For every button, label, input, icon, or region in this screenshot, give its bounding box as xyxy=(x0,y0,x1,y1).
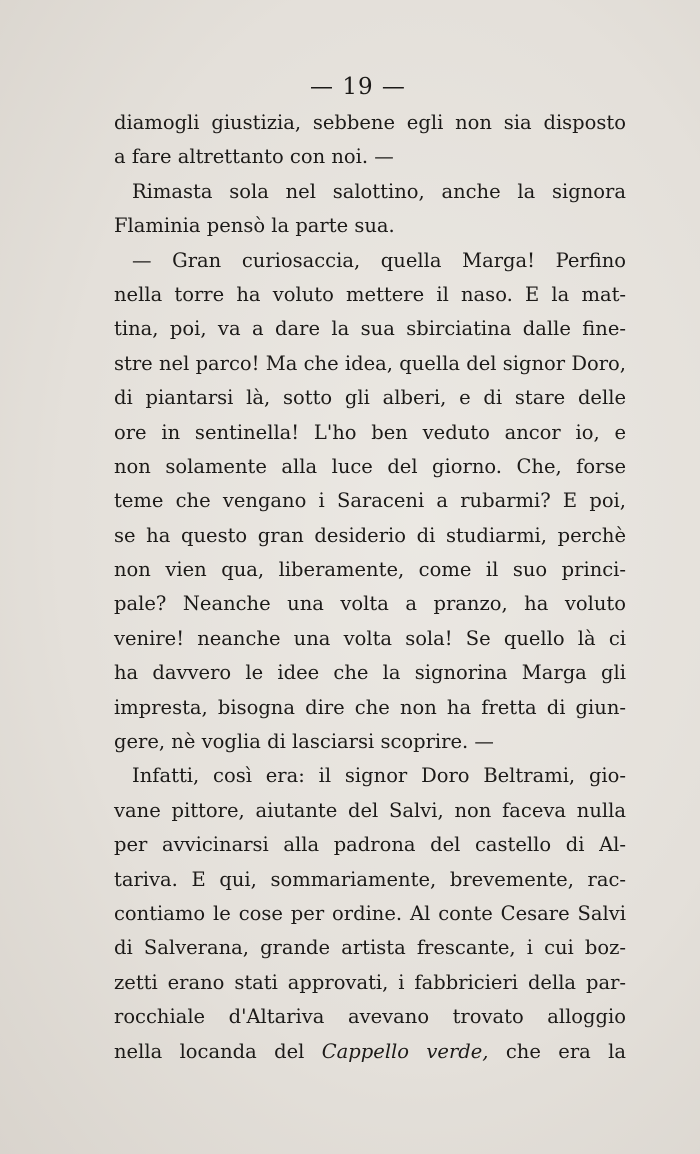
text-line: ore in sentinella! L'ho ben veduto ancor io, e xyxy=(114,420,626,444)
page-number: — 19 — xyxy=(310,74,406,100)
text-line: zetti erano stati approvati, i fabbricieri della par- xyxy=(114,970,626,994)
text-line: Rimasta sola nel salottino, anche la signora xyxy=(132,179,626,203)
text-line: venire! neanche una volta sola! Se quello là ci xyxy=(114,626,626,650)
text-line: ha davvero le idee che la signorina Marga gli xyxy=(114,661,626,685)
text-line: nella torre ha voluto mettere il naso. E la mat- xyxy=(114,282,626,306)
text-line: tina, poi, va a dare la sua sbirciatina dalle fine- xyxy=(114,317,626,341)
text-segment: nella locanda del xyxy=(114,1039,322,1063)
text-line: rocchiale d'Altariva avevano trovato alloggio xyxy=(114,1005,626,1029)
text-segment: che era la xyxy=(488,1039,627,1063)
text-line: di Salverana, grande artista frescante, i cui boz- xyxy=(114,936,626,960)
text-line: di piantarsi là, sotto gli alberi, e di stare delle xyxy=(114,386,626,410)
text-line: a fare altrettanto con noi. — xyxy=(114,145,394,169)
text-line: tariva. E qui, sommariamente, brevemente, rac- xyxy=(114,867,626,891)
text-line: vane pittore, aiutante del Salvi, non faceva nulla xyxy=(114,798,626,822)
text-line: non vien qua, liberamente, come il suo princi- xyxy=(114,558,626,582)
text-line: non solamente alla luce del giorno. Che, forse xyxy=(114,454,626,478)
italic-title: Cappello verde, xyxy=(321,1039,489,1063)
text-line: stre nel parco! Ma che idea, quella del signor Doro, xyxy=(114,351,626,375)
text-line-last xyxy=(114,1035,626,1069)
text-line: — Gran curiosaccia, quella Marga! Perfino xyxy=(132,248,626,272)
text-line: se ha questo gran desiderio di studiarmi, perchè xyxy=(114,523,626,547)
text-line: pale? Neanche una volta a pranzo, ha voluto xyxy=(114,592,626,616)
text-line: Flaminia pensò la parte sua. xyxy=(114,214,395,238)
text-line: per avvicinarsi alla padrona del castello di Al- xyxy=(114,833,626,857)
body-text xyxy=(114,106,626,1069)
text-line: teme che vengano i Saraceni a rubarmi? E poi, xyxy=(114,489,626,513)
text-line: Infatti, così era: il signor Doro Beltrami, gio- xyxy=(132,764,626,788)
text-line: diamogli giustizia, sebbene egli non sia disposto xyxy=(114,111,626,134)
text-line: contiamo le cose per ordine. Al conte Cesare Salvi xyxy=(114,901,626,925)
text-line: impresta, bisogna dire che non ha fretta di giun- xyxy=(114,695,626,719)
text-line: gere, nè voglia di lasciarsi scoprire. — xyxy=(114,730,494,754)
